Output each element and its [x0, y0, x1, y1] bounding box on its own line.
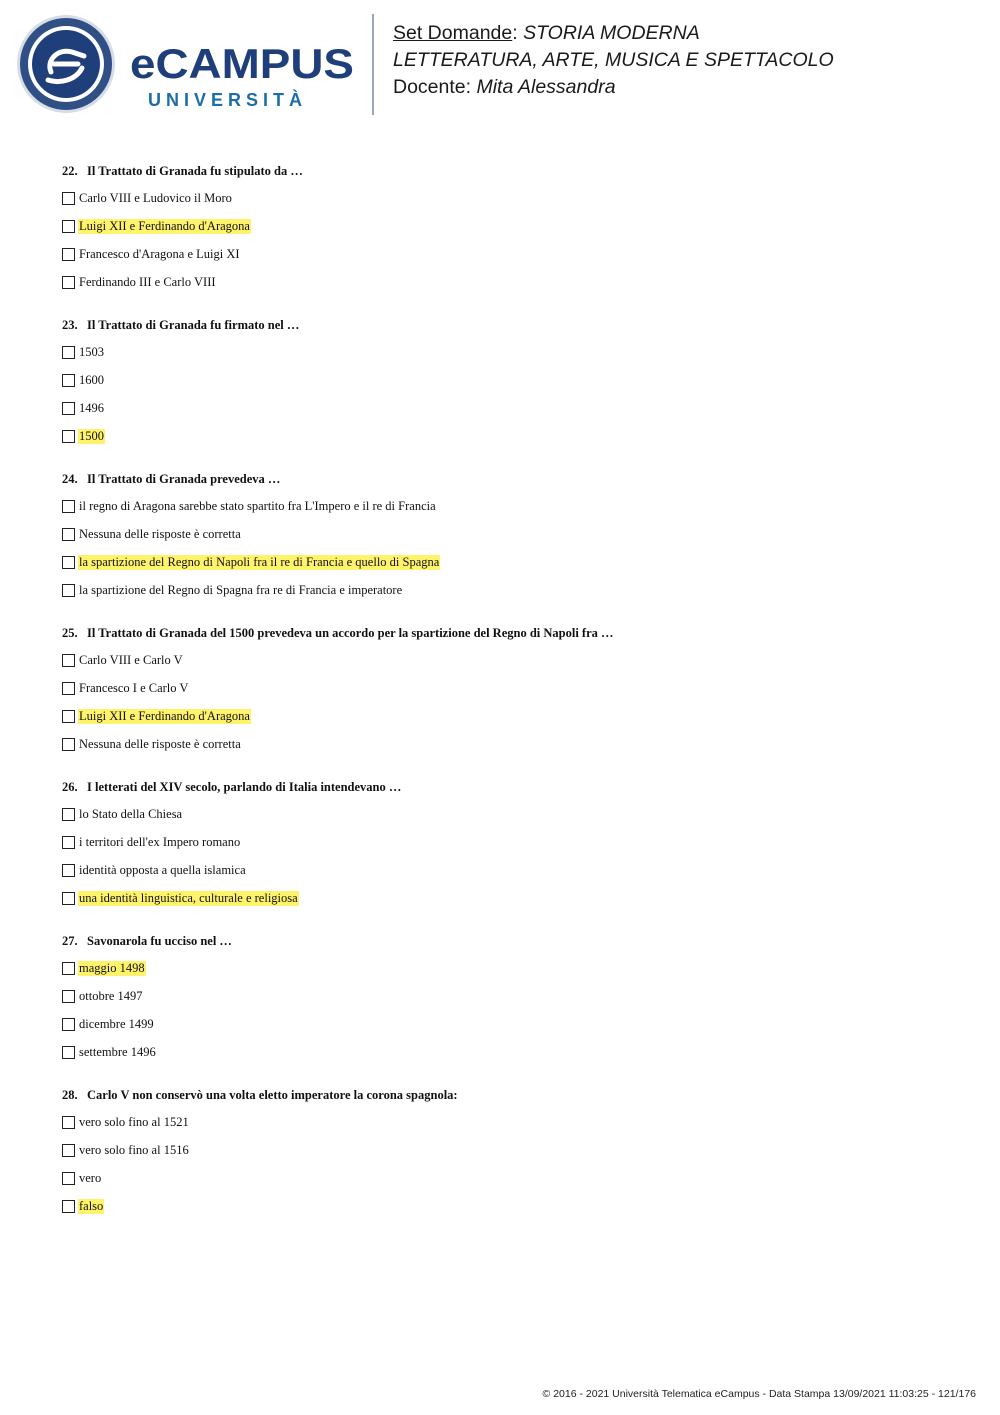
answer-option[interactable]: [62, 674, 962, 702]
answer-checkbox[interactable]: [62, 682, 75, 695]
question-text: Il Trattato di Granada fu stipulato da …: [87, 164, 303, 178]
set-label: Set Domande: [393, 22, 513, 44]
question-title: [62, 466, 962, 492]
answer-option[interactable]: [62, 954, 962, 982]
answer-option[interactable]: [62, 982, 962, 1010]
answer-checkbox[interactable]: [62, 374, 75, 387]
question-text: Il Trattato di Granada prevedeva …: [87, 472, 281, 486]
course-title-line: [393, 20, 834, 47]
question-block: [62, 620, 962, 774]
answer-label: Francesco d'Aragona e Luigi XI: [79, 246, 240, 261]
subject-name: LETTERATURA, ARTE, MUSICA E SPETTACOLO: [393, 49, 834, 71]
question-title: [62, 1082, 962, 1108]
answer-checkbox[interactable]: [62, 710, 75, 723]
answer-option[interactable]: [62, 1192, 962, 1220]
answer-checkbox[interactable]: [62, 556, 75, 569]
question-block: [62, 1082, 962, 1220]
question-title: [62, 928, 962, 954]
answer-label: Carlo VIII e Carlo V: [79, 652, 183, 667]
answer-checkbox[interactable]: [62, 1144, 75, 1157]
question-number: 23.: [62, 318, 78, 332]
answer-option[interactable]: [62, 240, 962, 268]
question-text: Savonarola fu ucciso nel …: [87, 934, 232, 948]
question-block: [62, 158, 962, 312]
answer-option[interactable]: [62, 548, 962, 576]
answer-option[interactable]: [62, 800, 962, 828]
answer-option[interactable]: [62, 730, 962, 758]
question-number: 22.: [62, 164, 78, 178]
answer-option[interactable]: [62, 884, 962, 912]
question-list: [62, 158, 962, 1220]
answer-option[interactable]: [62, 1010, 962, 1038]
answer-label: 1496: [79, 400, 104, 415]
answer-checkbox[interactable]: [62, 192, 75, 205]
answer-label: Ferdinando III e Carlo VIII: [79, 274, 216, 289]
question-text: Il Trattato di Granada del 1500 prevedeva un accordo per la spartizione del Regno di Napoli fra …: [87, 626, 614, 640]
question-text: Il Trattato di Granada fu firmato nel …: [87, 318, 300, 332]
answer-checkbox[interactable]: [62, 528, 75, 541]
logo-wordmark: eCAMPUS: [130, 40, 354, 87]
answer-option[interactable]: [62, 212, 962, 240]
question-number: 24.: [62, 472, 78, 486]
course-info: [393, 20, 834, 101]
answer-label: Carlo VIII e Ludovico il Moro: [79, 190, 232, 205]
question-number: 28.: [62, 1088, 78, 1102]
teacher-name: Mita Alessandra: [476, 76, 616, 98]
answer-checkbox[interactable]: [62, 248, 75, 261]
answer-label-highlighted: Luigi XII e Ferdinando d'Aragona: [79, 218, 250, 233]
answer-checkbox[interactable]: [62, 1116, 75, 1129]
header-divider: [372, 14, 374, 115]
answer-option[interactable]: [62, 268, 962, 296]
question-block: [62, 466, 962, 620]
answer-option[interactable]: [62, 520, 962, 548]
question-spacer: [62, 1066, 962, 1082]
answer-option[interactable]: [62, 394, 962, 422]
answer-option[interactable]: [62, 1164, 962, 1192]
answer-option[interactable]: [62, 1108, 962, 1136]
answer-label: 1600: [79, 372, 104, 387]
answer-label-highlighted: falso: [79, 1198, 104, 1213]
answer-label: vero: [79, 1170, 102, 1185]
question-spacer: [62, 296, 962, 312]
answer-checkbox[interactable]: [62, 962, 75, 975]
answer-label: ottobre 1497: [79, 988, 143, 1003]
answer-label: identità opposta a quella islamica: [79, 862, 246, 877]
answer-checkbox[interactable]: [62, 1018, 75, 1031]
answer-option[interactable]: [62, 422, 962, 450]
answer-label: lo Stato della Chiesa: [79, 806, 183, 821]
answer-checkbox[interactable]: [62, 892, 75, 905]
ecampus-wordmark-logo: [130, 36, 360, 116]
question-spacer: [62, 758, 962, 774]
question-text: Carlo V non conservò una volta eletto imperatore la corona spagnola:: [87, 1088, 458, 1102]
answer-checkbox[interactable]: [62, 654, 75, 667]
question-spacer: [62, 450, 962, 466]
answer-checkbox[interactable]: [62, 584, 75, 597]
answer-label: il regno di Aragona sarebbe stato spartito fra L'Impero e il re di Francia: [79, 498, 436, 513]
teacher-label: Docente:: [393, 76, 477, 98]
question-spacer: [62, 912, 962, 928]
answer-label: Francesco I e Carlo V: [79, 680, 189, 695]
answer-label-highlighted: 1500: [79, 428, 104, 443]
answer-label-highlighted: la spartizione del Regno di Napoli fra il re di Francia e quello di Spagna: [79, 554, 440, 569]
question-number: 26.: [62, 780, 78, 794]
answer-checkbox[interactable]: [62, 864, 75, 877]
answer-option[interactable]: [62, 492, 962, 520]
answer-label: i territori dell'ex Impero romano: [79, 834, 241, 849]
teacher-line: [393, 74, 834, 101]
set-colon: :: [512, 22, 524, 44]
page-header: [0, 0, 1000, 130]
answer-checkbox[interactable]: [62, 1046, 75, 1059]
answer-label: dicembre 1499: [79, 1016, 154, 1031]
answer-label-highlighted: una identità linguistica, culturale e religiosa: [79, 890, 298, 905]
question-title: [62, 312, 962, 338]
ecampus-seal-logo: [16, 14, 116, 114]
answer-option[interactable]: [62, 1136, 962, 1164]
answer-label-highlighted: maggio 1498: [79, 960, 145, 975]
question-title: [62, 620, 962, 646]
answer-option[interactable]: [62, 646, 962, 674]
question-block: [62, 312, 962, 466]
question-title: [62, 774, 962, 800]
answer-label: vero solo fino al 1516: [79, 1142, 189, 1157]
answer-checkbox[interactable]: [62, 1200, 75, 1213]
answer-checkbox[interactable]: [62, 220, 75, 233]
answer-option[interactable]: [62, 828, 962, 856]
question-block: [62, 774, 962, 928]
answer-label: la spartizione del Regno di Spagna fra re di Francia e imperatore: [79, 582, 403, 597]
answer-checkbox[interactable]: [62, 346, 75, 359]
question-block: [62, 928, 962, 1082]
answer-checkbox[interactable]: [62, 276, 75, 289]
answer-label: settembre 1496: [79, 1044, 156, 1059]
logo-subtext: UNIVERSITÀ: [148, 90, 308, 110]
question-number: 25.: [62, 626, 78, 640]
answer-label: vero solo fino al 1521: [79, 1114, 189, 1129]
answer-option[interactable]: [62, 576, 962, 604]
answer-option[interactable]: [62, 338, 962, 366]
answer-checkbox[interactable]: [62, 1172, 75, 1185]
answer-option[interactable]: [62, 1038, 962, 1066]
answer-option[interactable]: [62, 702, 962, 730]
answer-checkbox[interactable]: [62, 738, 75, 751]
question-title: [62, 158, 962, 184]
answer-checkbox[interactable]: [62, 808, 75, 821]
answer-option[interactable]: [62, 366, 962, 394]
answer-label-highlighted: Luigi XII e Ferdinando d'Aragona: [79, 708, 250, 723]
answer-label: 1503: [79, 344, 104, 359]
answer-checkbox[interactable]: [62, 402, 75, 415]
course-name: STORIA MODERNA: [523, 22, 700, 44]
answer-label: Nessuna delle risposte è corretta: [79, 526, 241, 541]
answer-label: Nessuna delle risposte è corretta: [79, 736, 241, 751]
answer-checkbox[interactable]: [62, 430, 75, 443]
answer-checkbox[interactable]: [62, 990, 75, 1003]
question-number: 27.: [62, 934, 78, 948]
question-spacer: [62, 604, 962, 620]
page-footer: © 2016 - 2021 Università Telematica eCampus - Data Stampa 13/09/2021 11:03:25 - 121/176: [542, 1388, 976, 1400]
question-text: I letterati del XIV secolo, parlando di Italia intendevano …: [87, 780, 402, 794]
answer-checkbox[interactable]: [62, 836, 75, 849]
answer-option[interactable]: [62, 856, 962, 884]
answer-option[interactable]: [62, 184, 962, 212]
answer-checkbox[interactable]: [62, 500, 75, 513]
